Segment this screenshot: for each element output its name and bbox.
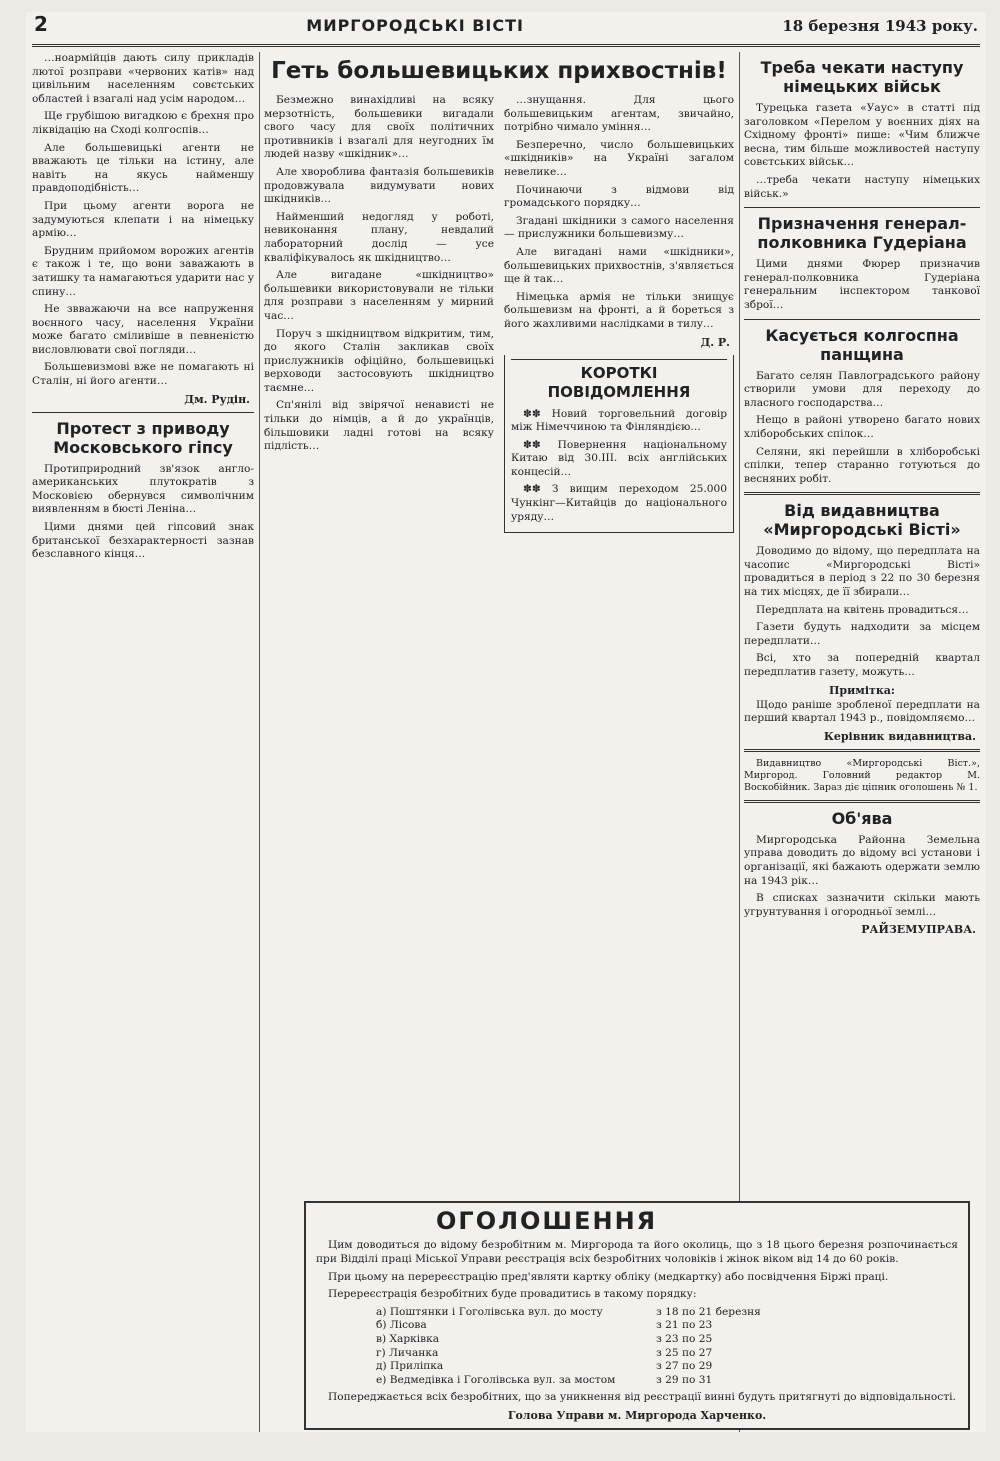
headline: Треба чекати наступу німецьких військ <box>760 58 964 96</box>
notice-signature: РАЙЗЕМУПРАВА. <box>861 923 976 937</box>
paragraph: …ноармійців дають силу прикладів лютої розправи «червоних катів» над цивільним населенням совєтських областей і взагалі над усім народом… <box>32 52 254 105</box>
paragraph: Цим доводиться до відому безробітним м. Миргорода та його околиць, що з 18 цього березня розпочинається при Відділі праці Міської Управи реєстрація всіх безробітних чоловіків і жінок віком від 14 до 60 років. <box>316 1239 958 1266</box>
paragraph: Селяни, які перейшли в хліборобські спілки, тепер старанно готуються до весняних робіт. <box>744 445 980 485</box>
paragraph: Німецька армія не тільки знищує большевизм на фронті, а й бореться з його жахливими наслідками в тилу… <box>504 290 734 330</box>
issue-date: 18 березня 1943 року. <box>782 17 978 35</box>
main-article-right <box>504 94 734 533</box>
paragraph: Попереджається всіх безробітних, що за уникнення від реєстрації винні будуть притягнуті до відповідальності. <box>328 1391 956 1404</box>
main-article <box>264 94 734 533</box>
paragraph: Багато селян Павлоградського району створили умови для переходу до власного господарства… <box>744 369 980 409</box>
paragraph: Перереєстрація безробітних буде провадитись в такому порядку: <box>328 1288 697 1301</box>
news-item: ✽✽ Новий торговельний договір між Німеччиною та Фінляндією… <box>511 407 727 434</box>
headline: Від видавництва «Миргородські Вісті» <box>763 501 961 540</box>
headline: Касується колгоспна панщина <box>765 325 959 364</box>
note-label: Примітка: <box>829 683 895 697</box>
schedule-row: е) Ведмедівка і Гоголівська вул. за мостом з 29 по 31 <box>376 1373 713 1386</box>
paragraph: Большевизмові вже не помагають ні Сталін, ні його агенти… <box>32 361 254 388</box>
column-divider <box>259 52 260 1432</box>
masthead <box>32 12 980 47</box>
schedule-row: г) Личанка з 25 по 27 <box>376 1346 713 1359</box>
paragraph: Безмежно винахідливі на всяку мерзотність, большевики вигадали свого часу для своїх політичних противників і взагалі для неугодних їм людей назву «шкідник»… <box>264 94 494 161</box>
paragraph: Поруч з шкідництвом відкритим, тим, до якого Сталін закликав своїх прислужників офіційно, большевицькі верховоди застосовують шкідництво таємне… <box>264 327 494 394</box>
paragraph: Починаючи з відмови від громадського порядку… <box>504 183 734 210</box>
headline: Призначення генерал-полковника Гудеріана <box>757 214 967 253</box>
paragraph: Протиприродний зв'язок англо-американських плутократів з Московією обернувся символічним виявленням в бюсті Леніна… <box>32 462 254 516</box>
paragraph: При цьому на перереєстрацію пред'являти картку обліку (медкартку) або посвідчення Біржі праці. <box>328 1270 889 1283</box>
headline: Об'ява <box>831 808 893 828</box>
short-news-box <box>504 355 734 534</box>
divider <box>744 492 980 495</box>
divider <box>32 412 254 413</box>
paragraph: Нещо в районі утворено багато нових хліборобських спілок… <box>744 414 980 440</box>
paragraph: Безперечно, число большевицьких «шкідників» на Україні загалом невеликe… <box>504 138 734 178</box>
paragraph: Брудним прийомом ворожих агентів є також і те, що вони заважають в затишку та намагаються ударити нас у спину… <box>32 244 254 298</box>
newspaper-page <box>26 12 986 1432</box>
paragraph: Ще грубішою вигадкою є брехня про ліквідацію на Сході колгоспів… <box>32 110 254 136</box>
news-item: ✽✽ Повернення національному Китаю від 30.III. всіх англійських концесій… <box>511 438 727 478</box>
paragraph: Але хвороблива фантазія большевиків продовжувала видумувати нових шкідників… <box>264 165 494 206</box>
schedule-table <box>376 1306 958 1388</box>
main-headline: Геть большевицьких прихвостнів! <box>271 58 727 84</box>
news-item: ✽✽ З вищим переходом 25.000 Чункінг—Китайців до національного уряду… <box>511 483 727 523</box>
divider <box>744 319 980 320</box>
schedule-row: б) Лісова з 21 по 23 <box>376 1319 713 1332</box>
newspaper-title: МИРГОРОДСЬКІ ВІСТІ <box>306 16 524 35</box>
paragraph: Миргородська Районна Земельна управа доводить до відому всі установи і організації, які бажають одержати землю на 1943 рік… <box>744 833 980 887</box>
schedule-row: д) Приліпка з 27 по 29 <box>376 1360 713 1373</box>
publisher-info: Видавництво «Миргородські Віст.», Миргород. Головний редактор М. Воскобійник. Зараз діє ціпник оголошень № 1. <box>744 757 980 793</box>
announcements-title: ОГОЛОШЕННЯ <box>436 1207 658 1236</box>
divider <box>744 800 980 803</box>
announcements-box <box>304 1201 970 1430</box>
paragraph: Сп'янілі від звірячої ненависті не тільки до німців, а й до українців, більшовики ладні готові на всяку підлість… <box>264 399 494 453</box>
paragraph: Найменший недогляд у роботі, невиконання плану, невдалий лабораторний дослід — усе кваліфікувалось як шкідництво… <box>264 210 494 264</box>
article-gypsum-protest <box>32 419 254 562</box>
paragraph: Цими днями цей гіпсовий знак британської безхарактерності зазнав безславного кінця… <box>32 521 254 561</box>
article-signature: Д. Р. <box>700 335 730 349</box>
announcement-signature: Голова Управи м. Миргорода Харченко. <box>507 1409 767 1422</box>
paragraph: Але вигадані нами «шкідники», большевицьких прихвостнів, з'являється ще й так… <box>504 245 734 286</box>
headline: Протест з приводу Московського гіпсу <box>53 418 233 457</box>
divider <box>744 749 980 752</box>
schedule-row: в) Харківка з 23 по 25 <box>376 1333 713 1346</box>
paragraph: Але большевицькі агенти не вважають це тільки на істину, але навіть на якусь найменшу правдоподібність… <box>32 141 254 195</box>
paragraph: Газети будуть надходити за місцем передплати… <box>744 621 980 647</box>
paragraph: Передплата на квітень провадиться… <box>756 603 969 616</box>
paragraph: Але вигадане «шкідництво» большевики використовували не тільки для розправи з населенням у мирний час… <box>264 269 494 322</box>
paragraph: При цьому агенти ворога не задумуються клепати і на німецьку армію… <box>32 199 254 240</box>
paragraph: Доводимо до відому, що передплата на часопис «Миргородські Вісті» провадиться в період з 22 по 30 березня на тих місцях, де її збирали… <box>744 545 980 599</box>
short-news-headline: КОРОТКІ ПОВІДОМЛЕННЯ <box>511 359 727 402</box>
main-article-left <box>264 94 494 533</box>
paragraph: …знущання. Для цього большевицьким агентам, звичайно, потрібно чимало уміння… <box>504 94 734 134</box>
paragraph: Щодо раніше зробленої передплати на перший квартал 1943 р., повідомляємо… <box>744 698 980 725</box>
article-continuation <box>32 52 254 406</box>
paragraph: Цими днями Фюрер призначив генерал-полковника Гудеріана генеральним інспектором танкової зброї… <box>744 258 980 311</box>
page-number: 2 <box>34 12 48 36</box>
paragraph: Згадані шкідники з самого населення — прислужники большевизму… <box>504 214 734 241</box>
paragraph: …треба чекати наступу німецьких військ.» <box>744 173 980 200</box>
paragraph: Турецька газета «Уаус» в статті під заголовком «Перелом у воєнних діях на Східному фронті» пише: «Чим ближче весна, тим більше можливостей наступу совєтських військ… <box>744 102 980 169</box>
columns <box>32 52 980 1432</box>
divider <box>744 207 980 208</box>
article-signature: Дм. Рудін. <box>184 392 250 406</box>
schedule-row: а) Поштянки і Гоголівська вул. до мосту з 18 по 21 березня <box>376 1305 761 1318</box>
paragraph: Не звважаючи на все напруження воєнного часу, населення України може багато сміливіше в певненістю висловлювати свої погляди… <box>32 303 254 356</box>
paragraph: В списках зазначити скільки мають угрунтування і огородньої землі… <box>744 892 980 918</box>
paragraph: Всі, хто за попередній квартал передплатив газету, можуть… <box>744 652 980 679</box>
article-signature: Керівник видавництва. <box>823 729 976 743</box>
column-1 <box>32 52 254 1432</box>
